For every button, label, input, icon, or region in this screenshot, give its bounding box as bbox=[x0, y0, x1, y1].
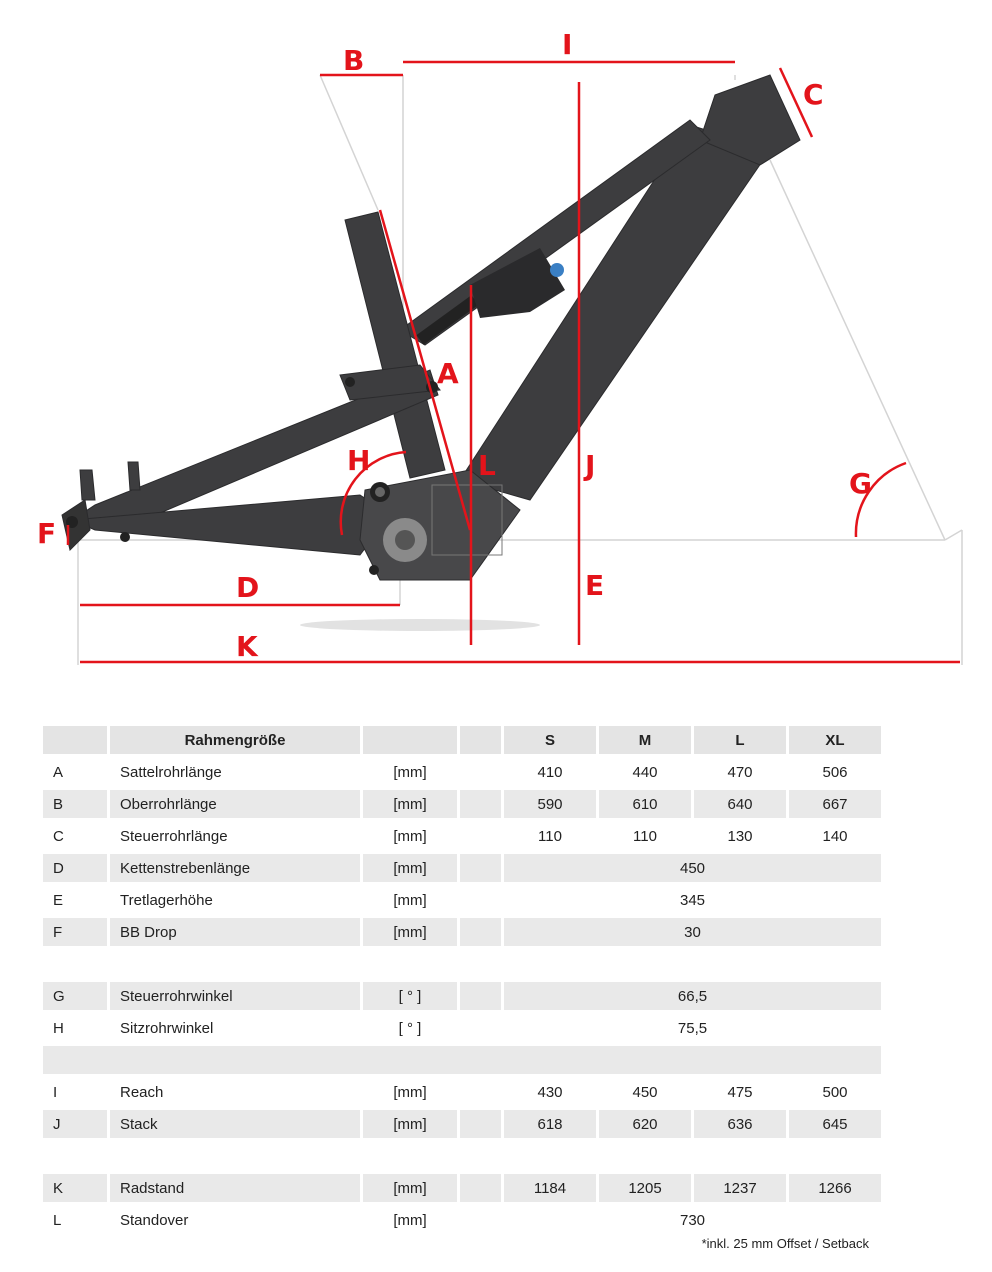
row-unit: [mm] bbox=[363, 918, 457, 946]
row-value-all-sizes: 730 bbox=[679, 1211, 706, 1229]
table-row bbox=[43, 1110, 881, 1138]
row-gap bbox=[460, 886, 501, 914]
row-key: L bbox=[53, 1211, 62, 1229]
row-name: Steuerrohrlänge bbox=[120, 827, 228, 845]
row-unit: [mm] bbox=[393, 827, 427, 845]
dim-label-i: I bbox=[562, 28, 573, 61]
row-value-m: 620 bbox=[599, 1110, 691, 1138]
row-value-l: 1237 bbox=[694, 1174, 786, 1202]
dim-label-d: D bbox=[236, 571, 260, 604]
header-frame-size: Rahmengröße bbox=[110, 726, 360, 754]
dim-label-a: A bbox=[437, 357, 459, 390]
row-value-l: 475 bbox=[727, 1083, 753, 1101]
row-gap bbox=[460, 1174, 501, 1202]
row-key: B bbox=[43, 790, 107, 818]
row-key: H bbox=[53, 1019, 64, 1037]
row-value-xl: 1266 bbox=[789, 1174, 881, 1202]
row-gap bbox=[460, 982, 501, 1010]
dim-label-h: H bbox=[347, 444, 371, 477]
row-name: Steuerrohrwinkel bbox=[110, 982, 360, 1010]
row-value-xl: 506 bbox=[822, 763, 848, 781]
row-value-m: 1205 bbox=[599, 1174, 691, 1202]
header-size-xl: XL bbox=[789, 726, 881, 754]
row-gap bbox=[460, 758, 501, 786]
rear-shock bbox=[420, 248, 565, 340]
row-name: Sitzrohrwinkel bbox=[120, 1019, 214, 1037]
row-key: F bbox=[43, 918, 107, 946]
row-key: G bbox=[43, 982, 107, 1010]
row-name: Radstand bbox=[110, 1174, 360, 1202]
row-value-l: 640 bbox=[694, 790, 786, 818]
row-name: Tretlagerhöhe bbox=[120, 891, 213, 909]
row-value-s: 410 bbox=[537, 763, 563, 781]
row-unit: [mm] bbox=[393, 763, 427, 781]
row-unit: [mm] bbox=[363, 1174, 457, 1202]
row-name: Stack bbox=[110, 1110, 360, 1138]
row-key: A bbox=[53, 763, 64, 781]
table-row bbox=[43, 1078, 881, 1106]
table-row bbox=[43, 1014, 881, 1042]
row-key: C bbox=[53, 827, 64, 845]
row-value-l: 130 bbox=[727, 827, 753, 845]
row-value-m: 610 bbox=[599, 790, 691, 818]
dim-label-f: F bbox=[37, 517, 57, 550]
row-value-xl: 645 bbox=[789, 1110, 881, 1138]
row-unit: [mm] bbox=[393, 1211, 427, 1229]
row-unit: [ ° ] bbox=[398, 1019, 422, 1037]
row-value-s: 618 bbox=[504, 1110, 596, 1138]
row-key: D bbox=[43, 854, 107, 882]
table-spacer-row bbox=[43, 950, 881, 978]
row-value-all-sizes: 450 bbox=[504, 854, 881, 882]
table-row bbox=[43, 758, 881, 786]
dim-label-j: J bbox=[585, 449, 596, 482]
row-unit: [mm] bbox=[363, 854, 457, 882]
table-row bbox=[43, 982, 881, 1010]
table-row bbox=[43, 1206, 881, 1234]
row-gap bbox=[460, 1014, 501, 1042]
row-value-l: 470 bbox=[727, 763, 753, 781]
dim-label-c: C bbox=[803, 78, 824, 111]
construction-lines bbox=[78, 75, 962, 665]
table-row bbox=[43, 854, 881, 882]
row-gap bbox=[460, 854, 501, 882]
table-spacer-row bbox=[43, 1046, 881, 1074]
table-row bbox=[43, 1174, 881, 1202]
row-name: BB Drop bbox=[110, 918, 360, 946]
row-gap bbox=[460, 1078, 501, 1106]
geometry-table bbox=[40, 722, 884, 1238]
row-key: K bbox=[43, 1174, 107, 1202]
row-key: J bbox=[43, 1110, 107, 1138]
row-gap bbox=[460, 918, 501, 946]
row-name: Reach bbox=[120, 1083, 164, 1101]
row-value-s: 590 bbox=[504, 790, 596, 818]
row-unit: [ ° ] bbox=[363, 982, 457, 1010]
row-gap bbox=[460, 822, 501, 850]
row-gap bbox=[460, 1206, 501, 1234]
row-gap bbox=[460, 790, 501, 818]
row-key: I bbox=[53, 1083, 58, 1101]
dimension-lines bbox=[68, 62, 960, 662]
row-value-m: 110 bbox=[633, 827, 657, 845]
row-key: E bbox=[53, 891, 64, 909]
row-value-l: 636 bbox=[694, 1110, 786, 1138]
footnote: *inkl. 25 mm Offset / Setback bbox=[701, 1236, 869, 1251]
header-size-s: S bbox=[504, 726, 596, 754]
row-value-m: 440 bbox=[632, 763, 658, 781]
row-name: Kettenstrebenlänge bbox=[110, 854, 360, 882]
row-unit: [mm] bbox=[363, 790, 457, 818]
table-row bbox=[43, 822, 881, 850]
dim-label-k: K bbox=[236, 630, 258, 663]
row-unit: [mm] bbox=[393, 1083, 427, 1101]
row-name: Sattelrohrlänge bbox=[120, 763, 222, 781]
row-name: Standover bbox=[120, 1211, 189, 1229]
row-value-all-sizes: 66,5 bbox=[504, 982, 881, 1010]
row-value-s: 430 bbox=[537, 1083, 563, 1101]
row-name: Oberrohrlänge bbox=[110, 790, 360, 818]
dim-label-l: L bbox=[478, 449, 496, 482]
header-size-m: M bbox=[599, 726, 691, 754]
table-header-row bbox=[43, 726, 881, 754]
dim-label-g: G bbox=[849, 467, 872, 500]
row-unit: [mm] bbox=[363, 1110, 457, 1138]
row-value-s: 110 bbox=[538, 827, 562, 845]
table-row bbox=[43, 886, 881, 914]
table-row bbox=[43, 918, 881, 946]
row-unit: [mm] bbox=[393, 891, 427, 909]
row-gap bbox=[460, 1110, 501, 1138]
header-size-l: L bbox=[694, 726, 786, 754]
table-row bbox=[43, 790, 881, 818]
dim-label-b: B bbox=[343, 44, 365, 77]
ground-shadow bbox=[300, 619, 540, 631]
table-spacer-row bbox=[43, 1142, 881, 1170]
row-value-xl: 140 bbox=[822, 827, 848, 845]
row-value-s: 1184 bbox=[504, 1174, 596, 1202]
row-value-m: 450 bbox=[632, 1083, 658, 1101]
dim-label-e: E bbox=[585, 569, 605, 602]
row-value-all-sizes: 345 bbox=[679, 891, 706, 909]
row-value-xl: 500 bbox=[822, 1083, 848, 1101]
row-value-all-sizes: 30 bbox=[504, 918, 881, 946]
row-value-xl: 667 bbox=[789, 790, 881, 818]
row-value-all-sizes: 75,5 bbox=[677, 1019, 708, 1037]
